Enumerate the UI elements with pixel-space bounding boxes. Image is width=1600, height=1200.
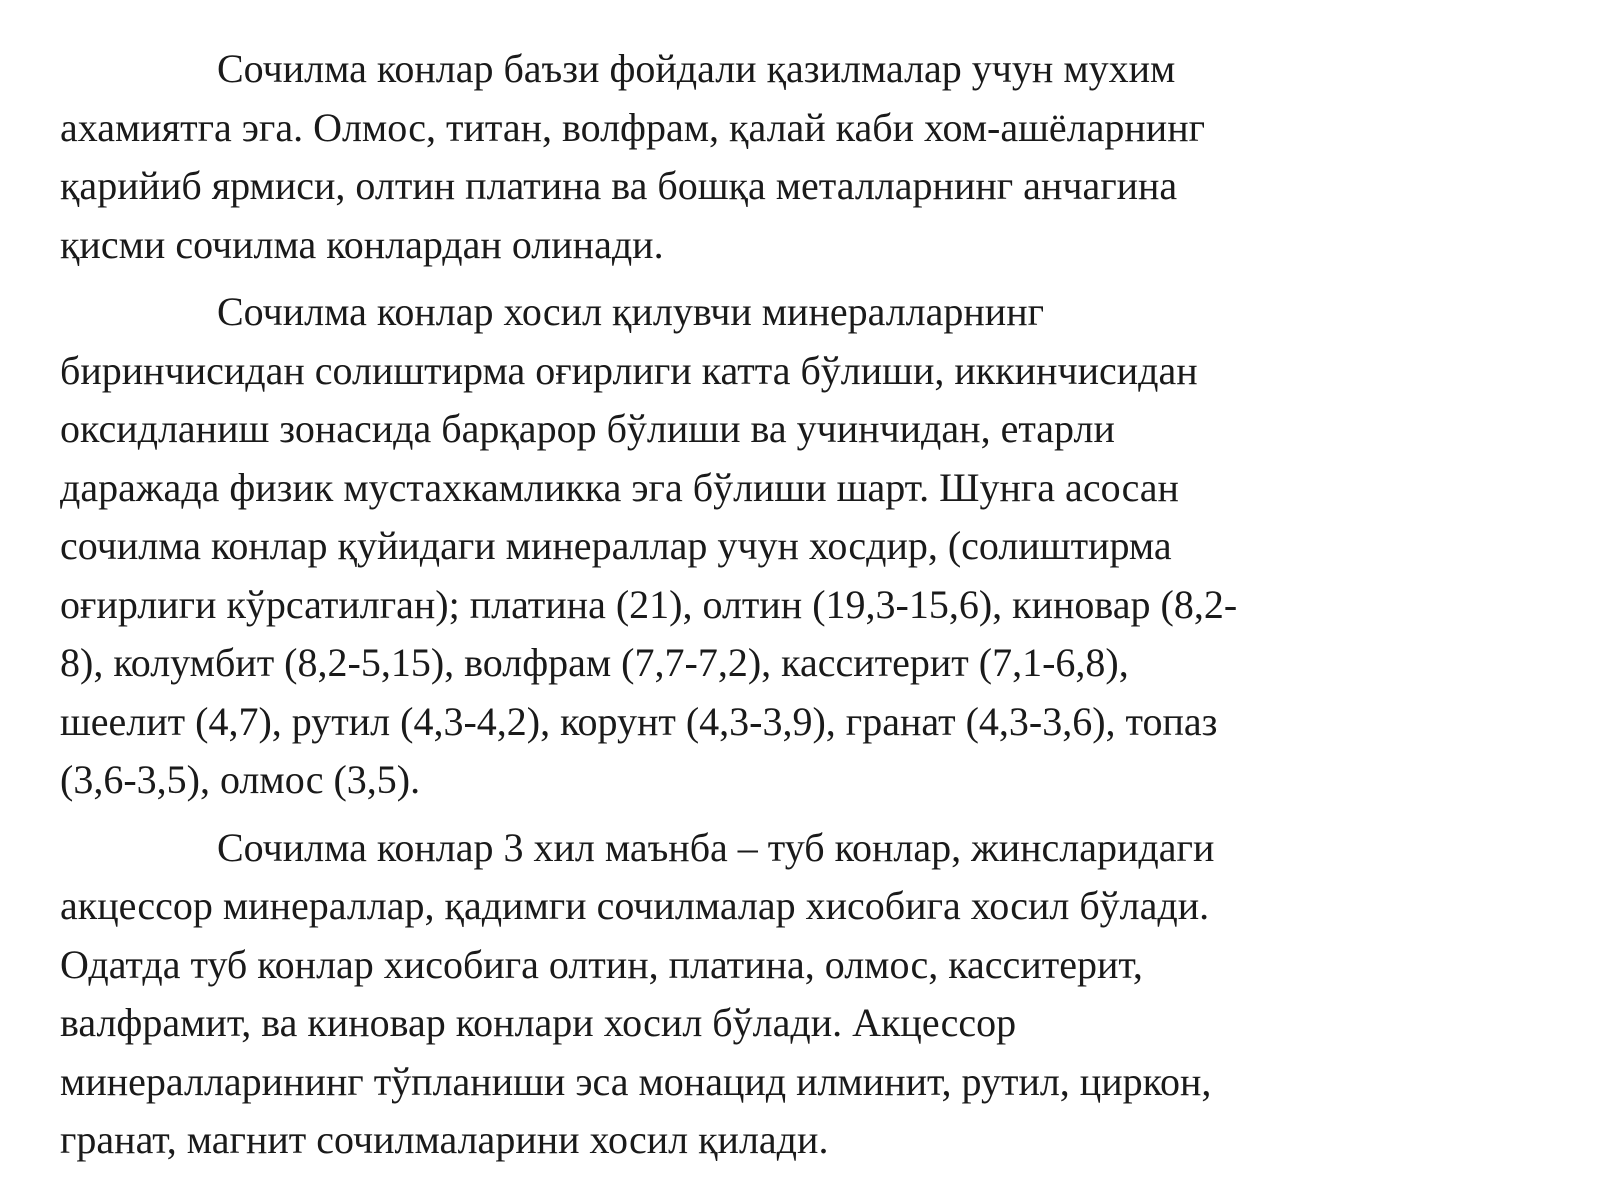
text-line: минералларининг тўпланиши эса монацид илминит, рутил, циркон, (60, 1058, 1212, 1104)
paragraph-2 (60, 283, 1540, 810)
text-line: оксидланиш зонасида барқарор бўлиши ва учинчидан, етарли (60, 406, 1115, 451)
text-line: даражада физик мустахкамликка эга бўлиши шарт. Шунга асосан (60, 464, 1179, 510)
text-line: 8), колумбит (8,2-5,15), волфрам (7,7-7,2), касситерит (7,1-6,8), (60, 640, 1129, 685)
paragraph-1 (60, 40, 1540, 274)
text-line: гранат, магнит сочилмаларини хосил қилади. (60, 1117, 829, 1162)
text-line: қарийиб ярмиси, олтин платина ва бошқа металларнинг анчагина (60, 163, 1178, 208)
text-line: ахамиятга эга. Олмос, титан, волфрам, қалай каби хом-ашёларнинг (60, 104, 1206, 150)
document-page (60, 40, 1540, 1170)
text-line: биринчисидан солиштирма оғирлиги катта бўлиши, иккинчисидан (60, 347, 1198, 393)
text-line: Сочилма конлар хосил қилувчи минералларнинг (217, 289, 1045, 334)
text-line: акцессор минераллар, қадимги сочилмалар хисобига хосил бўлади. (60, 883, 1210, 928)
text-line: шеелит (4,7), рутил (4,3-4,2), корунт (4,3-3,9), гранат (4,3-3,6), топаз (60, 698, 1218, 744)
text-line: Одатда туб конлар хисобига олтин, платина, олмос, касситерит, (60, 941, 1143, 987)
text-line: (3,6-3,5), олмос (3,5). (60, 757, 421, 802)
text-line: қисми сочилма конлардан олинади. (60, 221, 664, 267)
text-line: Сочилма конлар баъзи фойдали қазилмалар учун мухим (217, 46, 1176, 91)
text-line: Сочилма конлар 3 хил маънба – туб конлар, жинсларидаги (217, 824, 1215, 870)
paragraph-3 (60, 819, 1540, 1170)
text-line: валфрамит, ва киновар конлари хосил бўлади. Акцессор (60, 1000, 1017, 1045)
text-line: сочилма конлар қуйидаги минераллар учун хосдир, (солиштирма (60, 523, 1172, 568)
text-line: оғирлиги кўрсатилган); платина (21), олтин (19,3-15,6), киновар (8,2- (60, 581, 1238, 627)
